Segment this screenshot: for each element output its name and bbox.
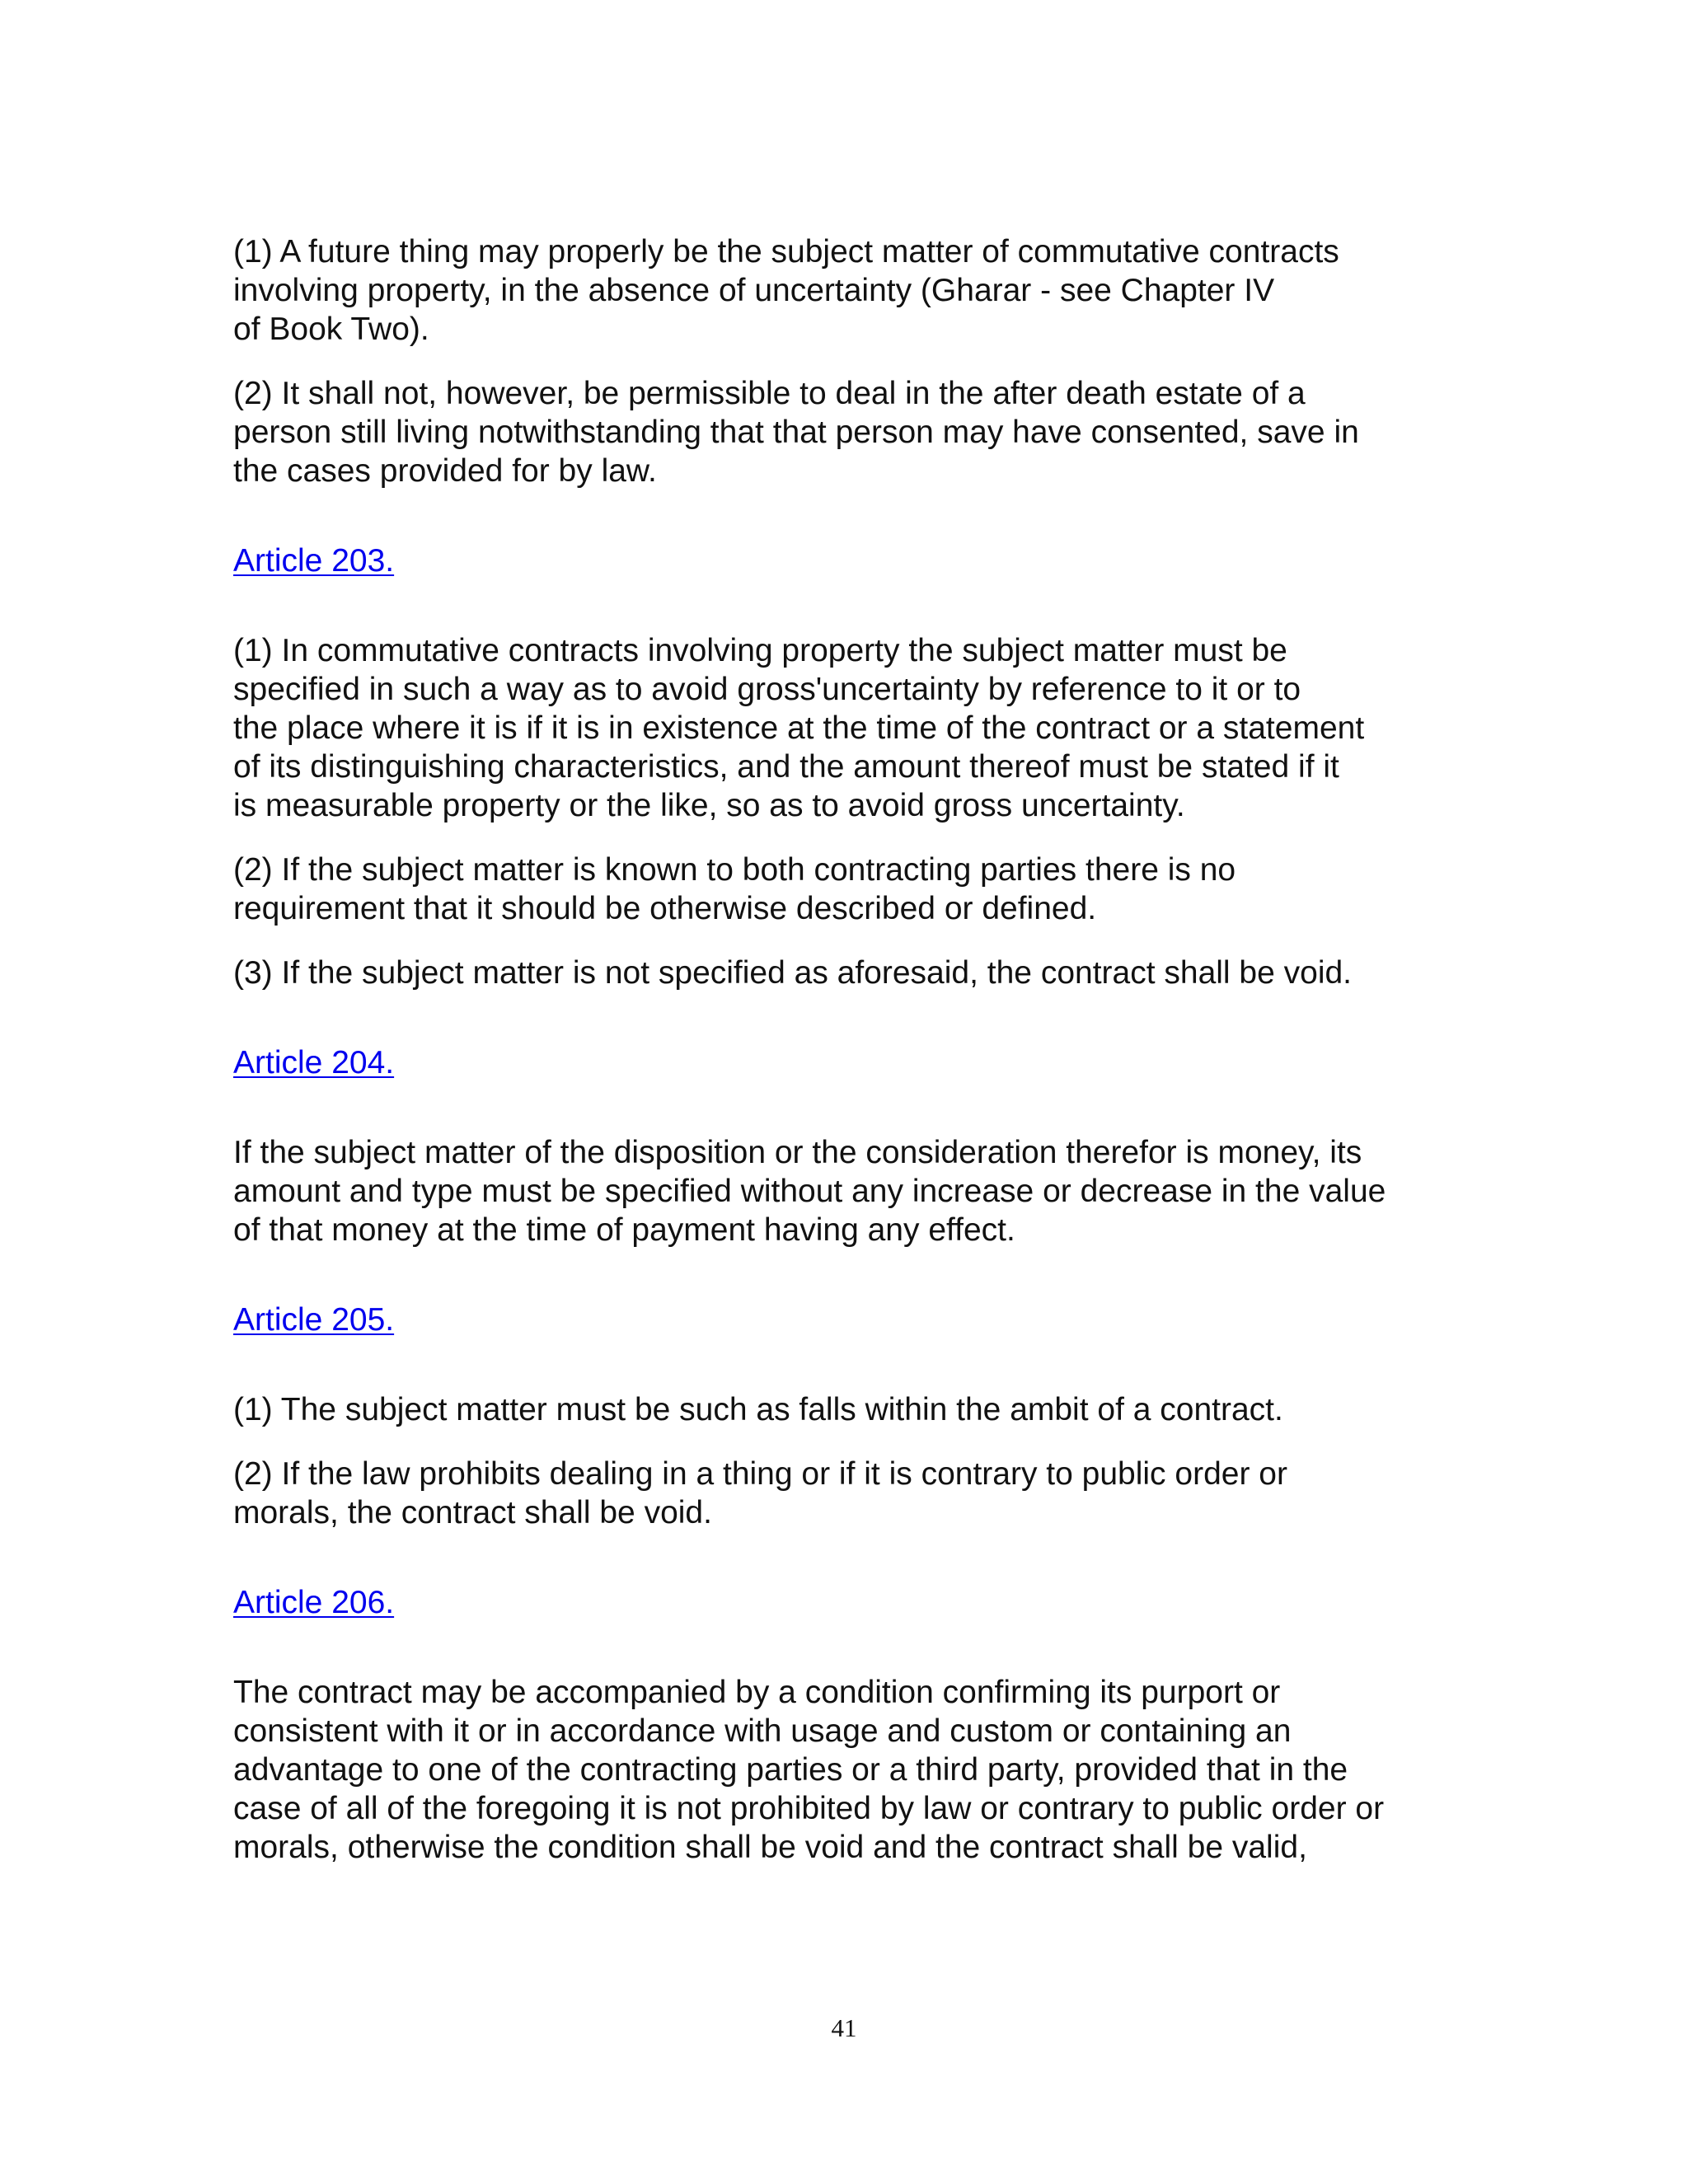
article-206-link[interactable]: Article 206. <box>233 1585 395 1620</box>
paragraph-205-2: (2) If the law prohibits dealing in a thing or if it is contrary to public order or morals, the contract shall be void. <box>233 1456 1287 1530</box>
paragraph-206: The contract may be accompanied by a condition confirming its purport or consistent with it or in accordance with usage and custom or containing an advantage to one of the contracting parties or a third party, provided that in the case of all of the foregoing it is not prohibited by law or contrary to public order or morals, otherwise the condition shall be void and the contract shall be valid, <box>233 1675 1385 1865</box>
paragraph-202-1: (1) A future thing may properly be the subject matter of commutative contracts involving property, in the absence of uncertainty (Gharar - see Chapter IV of Book Two). <box>233 234 1339 347</box>
paragraph-205-1: (1) The subject matter must be such as falls within the ambit of a contract. <box>233 1392 1283 1427</box>
paragraph-203-2: (2) If the subject matter is known to both contracting parties there is no requirement that it should be otherwise described or defined. <box>233 852 1236 926</box>
paragraph-204: If the subject matter of the disposition or the consideration therefor is money, its amount and type must be specified without any increase or decrease in the value of that money at the time of payment having any effect. <box>233 1135 1386 1248</box>
paragraph-202-2: (2) It shall not, however, be permissible to deal in the after death estate of a person still living notwithstanding that that person may have consented, save in the cases provided for by law. <box>233 376 1359 489</box>
paragraph-203-1: (1) In commutative contracts involving property the subject matter must be specified in such a way as to avoid gross'uncertainty by reference to it or to the place where it is if it is in existence at the time of the contract or a statement of its distinguishing characteristics, and the amount thereof must be stated if it is measurable property or the like, so as to avoid gross uncertainty. <box>233 633 1365 823</box>
article-205-link[interactable]: Article 205. <box>233 1302 395 1338</box>
page-body <box>233 232 1486 1867</box>
page-number: 41 <box>831 2013 857 2042</box>
paragraph-203-3: (3) If the subject matter is not specified as aforesaid, the contract shall be void. <box>233 955 1353 991</box>
article-204-link[interactable]: Article 204. <box>233 1045 395 1080</box>
article-203-link[interactable]: Article 203. <box>233 543 395 579</box>
